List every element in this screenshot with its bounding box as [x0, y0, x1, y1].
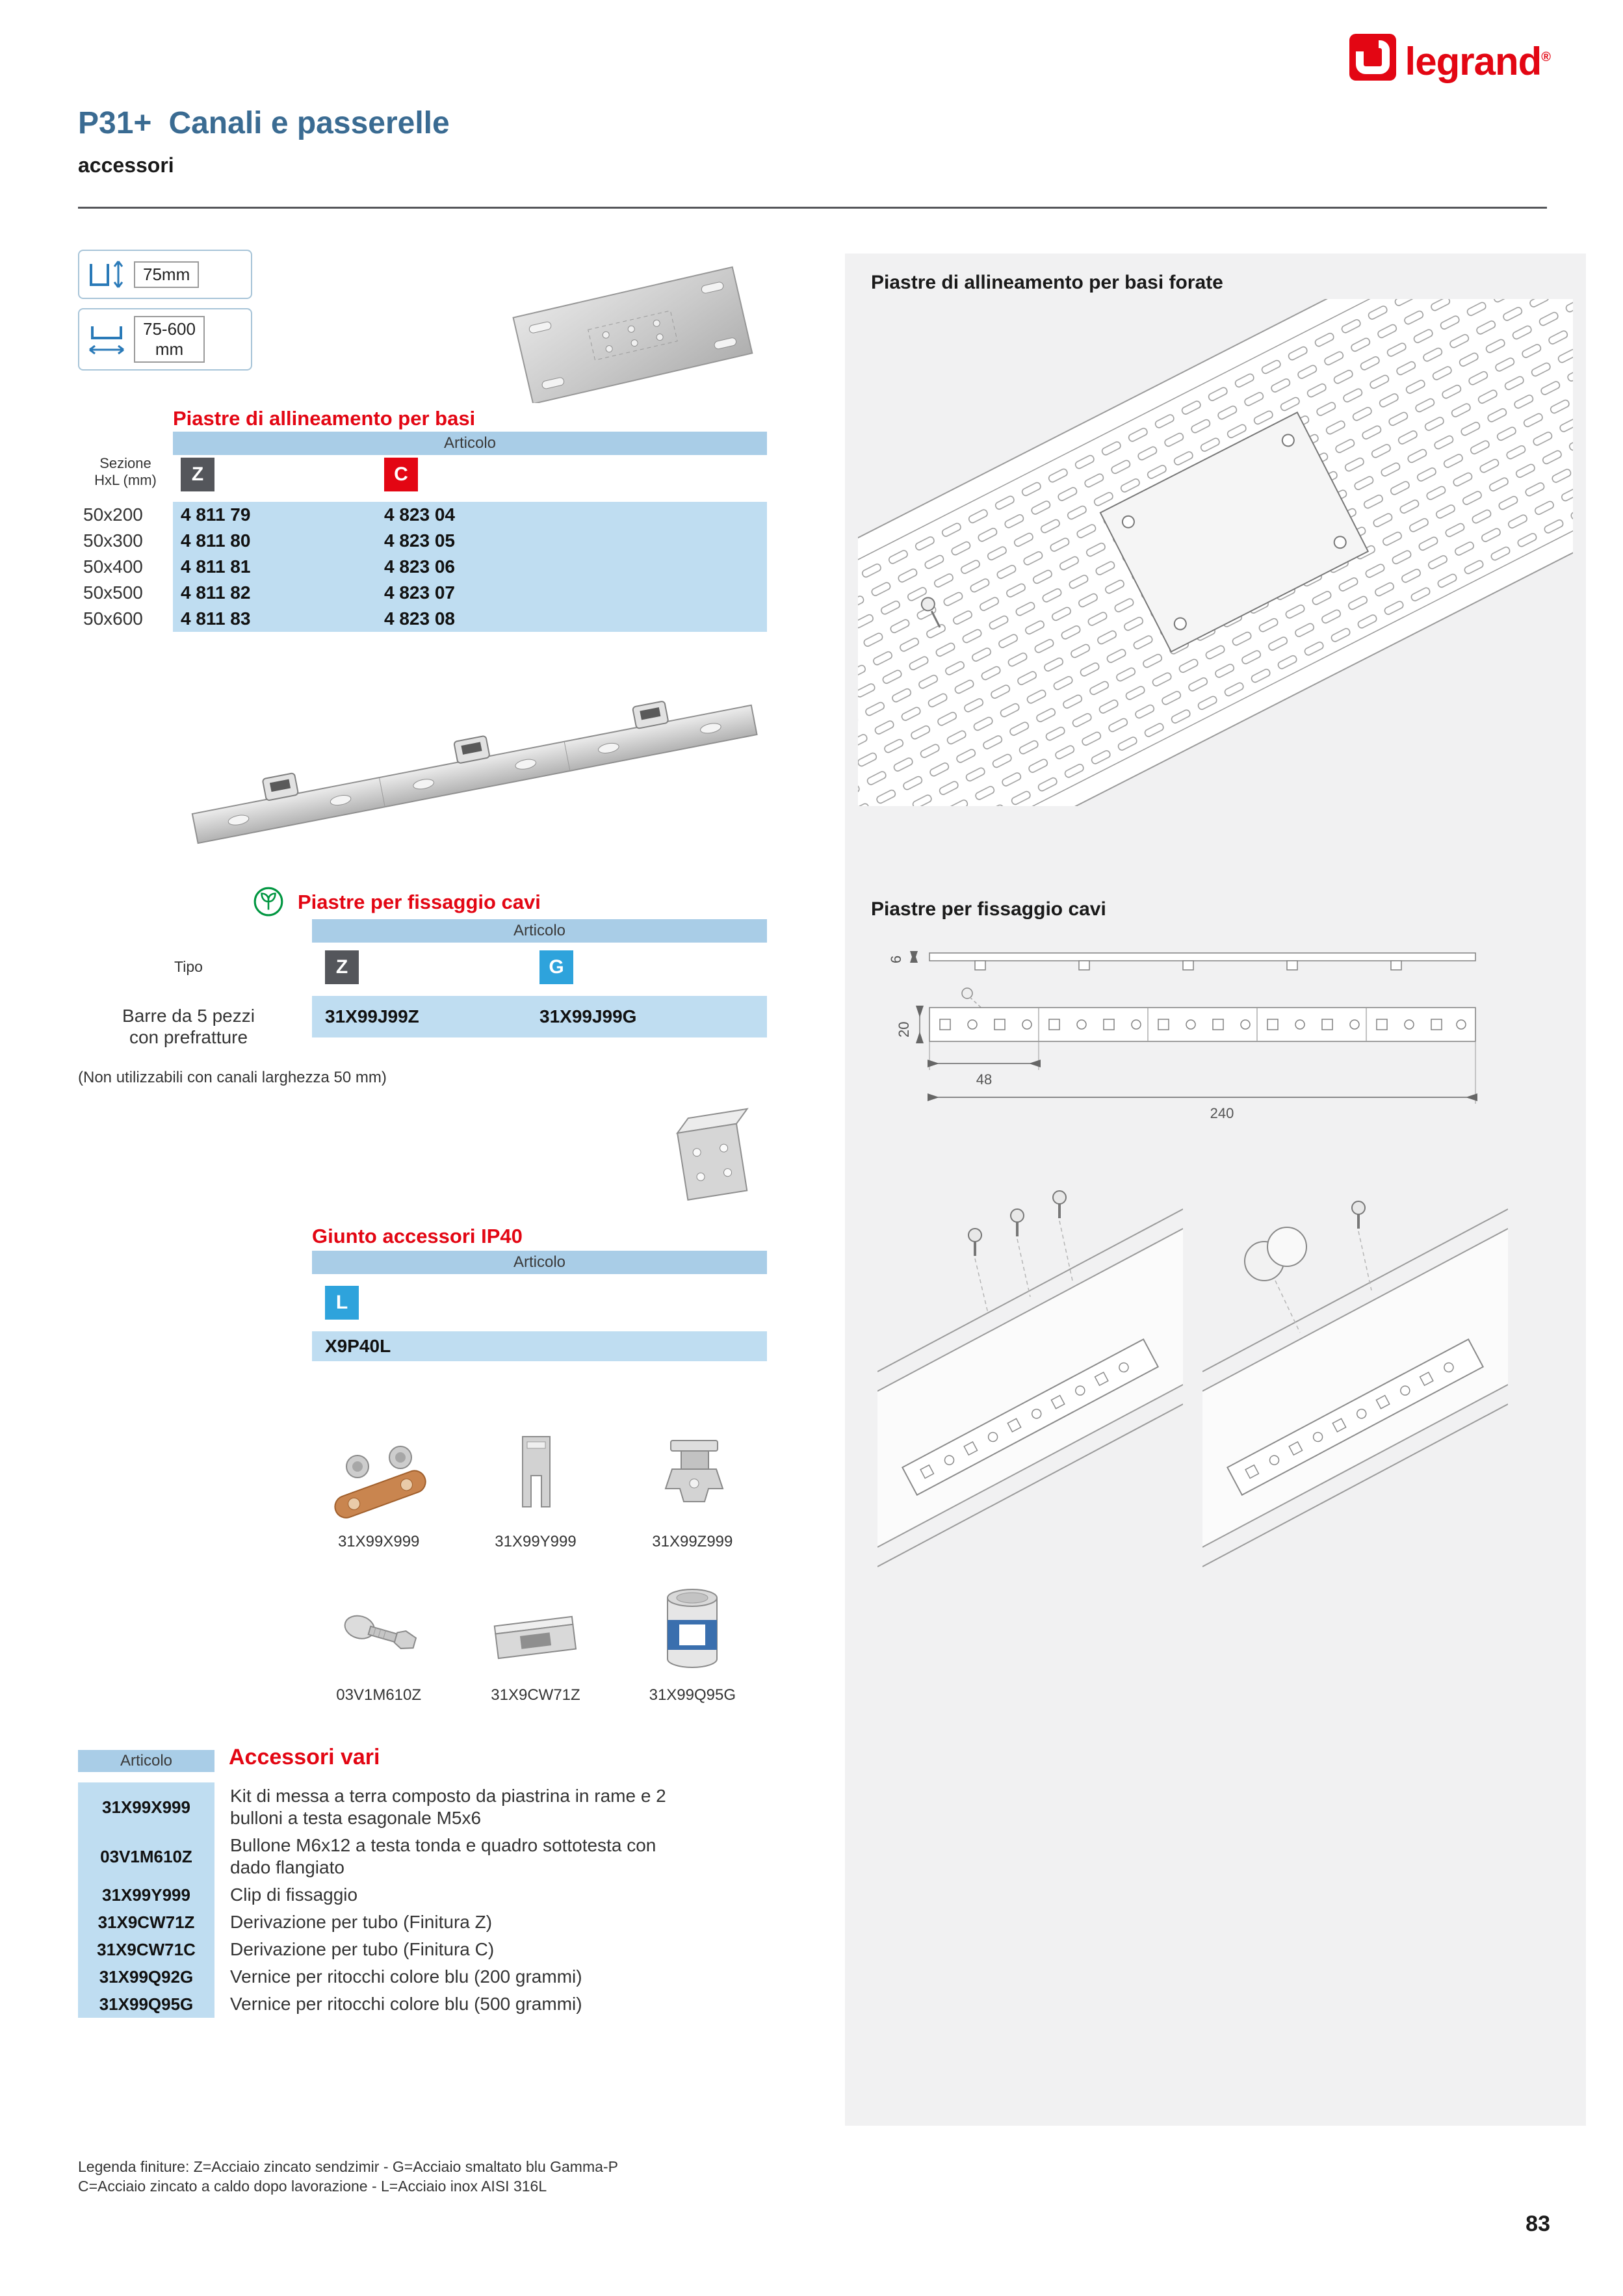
width-dimension-badge: [78, 308, 252, 371]
table-row: [78, 1832, 773, 1881]
table-row: [173, 606, 767, 632]
thumbnail-grounding-kit: [300, 1428, 457, 1551]
article-code-c: 4 823 06: [384, 556, 455, 577]
dim-240-label: 240: [1210, 1105, 1234, 1121]
dim-6-label: 6: [888, 955, 904, 963]
table-row: [78, 1936, 773, 1963]
channel-width-icon: [86, 321, 127, 358]
accessory-description: Derivazione per tubo (Finitura C): [230, 1939, 495, 1959]
thumbnail-label: 31X99X999: [337, 1533, 420, 1550]
table2-row-label: [78, 1005, 299, 1048]
article-code-z: 4 811 79: [181, 504, 251, 525]
tube-bracket-icon: [480, 1602, 591, 1680]
height-dimension-badge: [78, 250, 252, 299]
table-row: [173, 502, 767, 528]
row-label-line2: con prefratture: [129, 1027, 248, 1047]
accessory-code: 31X99Y999: [78, 1881, 214, 1909]
article-code-c: 4 823 07: [384, 582, 455, 603]
accessori-vari-table: [78, 1782, 773, 2018]
table2-note: (Non utilizzabili con canali larghezza 50 mm): [78, 1069, 387, 1086]
accessory-description: Vernice per ritocchi colore blu (500 grammi): [230, 1994, 582, 2014]
page-title-name: Canali e passerelle: [168, 106, 450, 140]
accessory-description: Derivazione per tubo (Finitura Z): [230, 1912, 493, 1932]
clip-image: [493, 1428, 578, 1526]
accessory-code: 03V1M610Z: [78, 1832, 214, 1881]
brand-logo: [1349, 34, 1550, 85]
page-title-code: P31+: [78, 106, 152, 140]
finishes-legend: [78, 2157, 618, 2196]
panel-heading-top: Piastre di allineamento per basi forate: [871, 272, 1223, 293]
article-code-l: X9P40L: [325, 1336, 391, 1356]
legend-line2: C=Acciaio zincato a caldo dopo lavorazione - L=Acciaio inox AISI 316L: [78, 2178, 547, 2195]
row-size: 50x300: [83, 530, 143, 551]
width-value-line2: mm: [155, 339, 184, 359]
install-drawing-right: [1202, 1157, 1508, 1586]
article-code-z: 4 811 81: [181, 556, 251, 577]
bolt-icon: [330, 1595, 428, 1680]
legend-line1: Legenda finiture: Z=Acciaio zincato sendzimir - G=Acciaio smaltato blu Gamma-P: [78, 2158, 618, 2175]
width-value-line1: 75-600: [143, 319, 196, 339]
accessory-code: 31X99Q95G: [78, 1990, 214, 2018]
clip-icon: [493, 1429, 578, 1526]
table3-heading: Giunto accessori IP40: [312, 1225, 523, 1247]
page-number: 83: [1526, 2211, 1550, 2236]
table-row: [173, 580, 767, 606]
table2-articolo-header: Articolo: [312, 919, 767, 943]
finish-l-box: L: [325, 1286, 359, 1320]
table1-size-column: [83, 502, 168, 632]
table-row: [78, 1881, 773, 1909]
page-subtitle: accessori: [78, 153, 174, 177]
table1-body: [173, 502, 767, 632]
alignment-plate-image: [493, 265, 772, 403]
accessory-description: Kit di messa a terra composto da piastrina in rame e 2 bulloni a testa esagonale M5x6: [230, 1786, 666, 1828]
registered-mark: ®: [1541, 50, 1550, 64]
perforated-tray-drawing: [858, 299, 1573, 806]
article-code-z: 4 811 82: [181, 582, 251, 603]
thumbnail-clip: [457, 1428, 614, 1551]
brand-wordmark: [1405, 34, 1550, 85]
accessori-vari-heading: Accessori vari: [229, 1745, 380, 1769]
bolt-image: [330, 1581, 428, 1680]
finish-z-box: Z: [325, 950, 359, 984]
table-row: [78, 1909, 773, 1936]
bracket-image: [643, 1428, 741, 1526]
paint-can-icon: [653, 1582, 731, 1680]
channel-height-icon: [86, 256, 127, 293]
thumbnail-label: 31X99Q95G: [649, 1686, 736, 1704]
article-code-c: 4 823 04: [384, 504, 455, 525]
table-row: [173, 528, 767, 554]
table-row: [173, 554, 767, 580]
legrand-mark-icon: [1349, 34, 1396, 81]
accessory-code: 31X99Q92G: [78, 1963, 214, 1990]
section-label-line1: Sezione: [99, 455, 151, 471]
finish-z-box: Z: [181, 458, 214, 491]
article-code-z: 4 811 80: [181, 530, 251, 551]
accessory-code: 31X9CW71Z: [78, 1909, 214, 1936]
row-size: 50x500: [83, 582, 143, 603]
grounding-kit-icon: [324, 1435, 434, 1526]
page-title: [78, 105, 450, 141]
table-row: [78, 1963, 773, 1990]
thumbnail-label: 31X99Y999: [495, 1533, 577, 1550]
table3-body: [312, 1331, 767, 1361]
accessory-thumbnails: [300, 1428, 771, 1704]
article-code-c: 4 823 05: [384, 530, 455, 551]
row-size: 50x200: [83, 504, 143, 525]
thumbnail-label: 03V1M610Z: [336, 1686, 422, 1704]
install-drawing-left: [877, 1157, 1183, 1586]
row-size: 50x400: [83, 556, 143, 577]
article-code-z: 31X99J99Z: [325, 1006, 419, 1026]
dimensioned-bar-drawing: [858, 930, 1560, 1131]
thumbnail-bolt: [300, 1581, 457, 1704]
dim-48-label: 48: [976, 1071, 993, 1088]
paint-can-image: [653, 1581, 731, 1680]
width-value-label: [134, 316, 205, 363]
accessory-description: Clip di fissaggio: [230, 1885, 358, 1905]
accessory-description: Vernice per ritocchi colore blu (200 grammi): [230, 1966, 582, 1987]
grounding-kit-image: [324, 1428, 434, 1526]
header-divider: [78, 207, 1547, 209]
finish-c-box: C: [384, 458, 418, 491]
certification-plant-icon: [252, 885, 285, 918]
thumbnail-paint-can: [614, 1581, 771, 1704]
brand-name: legrand: [1405, 40, 1542, 83]
table2-heading: Piastre per fissaggio cavi: [298, 891, 541, 913]
bracket-icon: [643, 1429, 741, 1526]
table1-heading: Piastre di allineamento per basi: [173, 407, 476, 430]
accessory-code: 31X99X999: [78, 1782, 214, 1832]
height-value-label: 75mm: [134, 261, 199, 288]
accessori-articolo-header: Articolo: [78, 1750, 214, 1772]
row-label-line1: Barre da 5 pezzi: [122, 1006, 255, 1026]
ip40-joint-image: [643, 1097, 773, 1213]
table-row: [78, 1990, 773, 2018]
article-code-g: 31X99J99G: [539, 1006, 637, 1026]
thumbnail-label: 31X9CW71Z: [491, 1686, 580, 1704]
article-code-z: 4 811 83: [181, 608, 251, 629]
tube-bracket-image: [480, 1581, 591, 1680]
row-size: 50x600: [83, 608, 143, 629]
fixing-bar-image: [182, 676, 767, 871]
table2-tipo-label: Tipo: [174, 958, 203, 975]
table1-articolo-header: Articolo: [173, 432, 767, 455]
technical-drawings-panel: [845, 254, 1586, 2126]
dim-20-label: 20: [896, 1021, 912, 1037]
finish-g-box: G: [539, 950, 573, 984]
article-code-c: 4 823 08: [384, 608, 455, 629]
accessory-code: 31X9CW71C: [78, 1936, 214, 1963]
accessory-description: Bullone M6x12 a testa tonda e quadro sottotesta con dado flangiato: [230, 1835, 656, 1877]
table-row: [78, 1782, 773, 1832]
section-label-line2: HxL (mm): [94, 472, 157, 488]
thumbnail-tube-bracket: [457, 1581, 614, 1704]
thumbnail-bracket: [614, 1428, 771, 1551]
table2-body: [312, 996, 767, 1037]
thumbnail-label: 31X99Z999: [652, 1533, 733, 1550]
panel-heading-mid: Piastre per fissaggio cavi: [871, 898, 1106, 920]
table3-articolo-header: Articolo: [312, 1251, 767, 1274]
table1-section-label: [77, 455, 174, 489]
